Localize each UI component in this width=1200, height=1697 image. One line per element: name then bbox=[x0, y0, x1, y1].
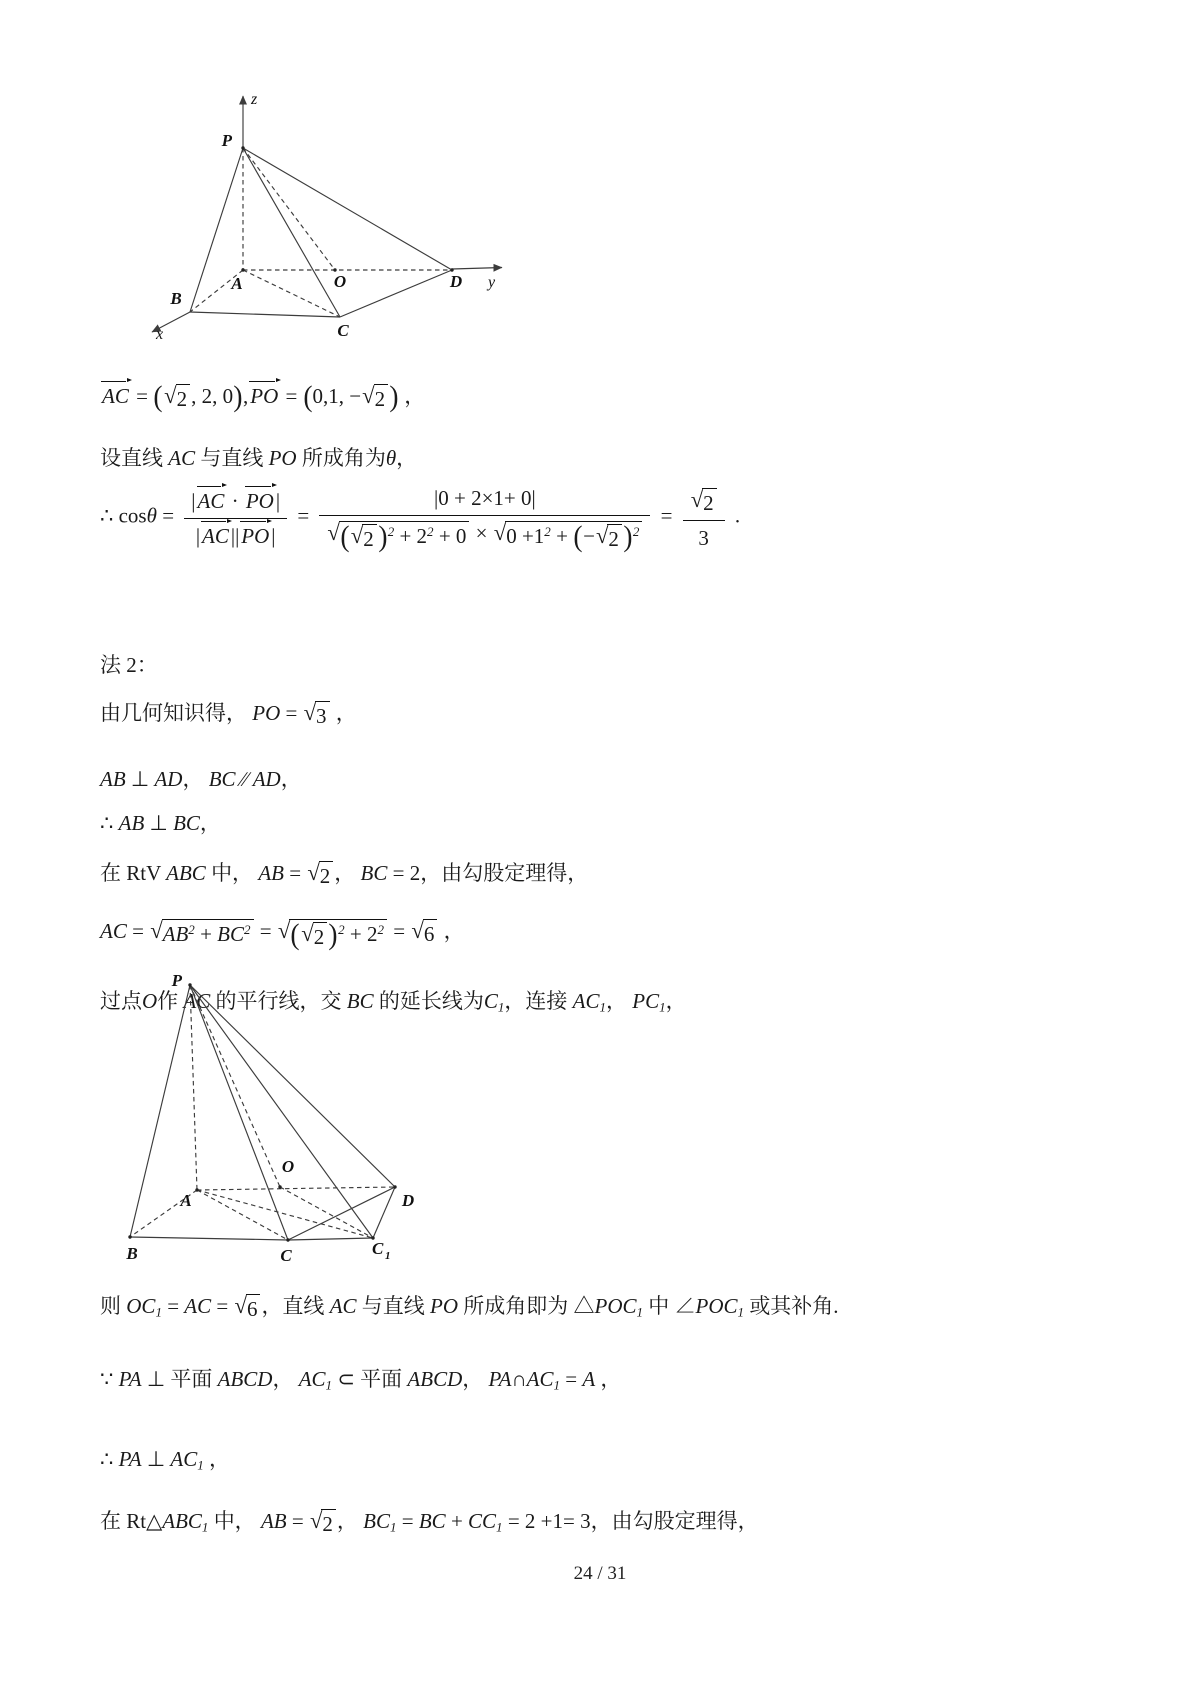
text-pa-perp-plane-abcd: ∵ PA ⊥ 平面 ABCD， $AC_1$ ⊂ 平面 ABCD， $PA\cap AC_1 = A$ ， bbox=[100, 1367, 622, 1393]
edge-BC bbox=[190, 312, 340, 317]
page-number: 24 / 31 bbox=[573, 1563, 627, 1584]
fig1-label-O: O bbox=[333, 272, 347, 291]
fig2-label-C1-subscript: 1 bbox=[385, 1250, 391, 1262]
edge-PC bbox=[243, 148, 340, 317]
text-oc1-equals-ac-angle: 则 $OC_1$ = AC = √ 6 ，直线 AC 与直线 PO 所成角即为 $\triangle POC_1$ 中 $\angle POC_1$ 或其补角. bbox=[100, 1293, 839, 1321]
segment-OC1-hidden bbox=[280, 1187, 373, 1238]
text-conclusion-pa-perp-ac1: ∴ PA ⊥ $AC_1$ ， bbox=[100, 1447, 230, 1473]
text-right-triangle-abc1: 在 $Rt\triangle ABC_1$ 中， AB = √ 2 ， $BC_1$ = BC + $CC_1 = 2 +1= 3$，由勾股定理得， bbox=[100, 1508, 759, 1536]
fig1-solid-edges bbox=[152, 96, 502, 332]
fig1-dashed-edges bbox=[190, 148, 452, 317]
fig1-label-z-axis: z bbox=[251, 91, 258, 108]
fig1-label-x-axis: x bbox=[156, 326, 164, 343]
text-setup-angle-theta: 设直线 AC 与直线 PO 所成角为θ， bbox=[100, 446, 418, 470]
text-po-equals-sqrt3: 由几何知识得， PO = √ 3 ， bbox=[100, 700, 357, 728]
edge-PA-hidden bbox=[190, 985, 197, 1190]
segment-DC1 bbox=[373, 1187, 395, 1238]
heading-method-2: 法 2： bbox=[100, 653, 158, 677]
formula-ac-equals-sqrt6: AC = √ $AB^2 + BC^2$ = √ ( √ 2 )$^2 + 2^2$ = √ 6 ， bbox=[100, 917, 465, 951]
text-right-triangle-abc: 在 RtV ABC 中， AB = √ 2 ， BC = 2，由勾股定理得， bbox=[100, 860, 589, 888]
fig2-label-A: A bbox=[180, 1191, 192, 1210]
fig1-label-D: D bbox=[449, 272, 463, 291]
edge-PD bbox=[243, 148, 452, 270]
formula-cos-theta: ∴ cosθ = $\frac{|AC \cdot PO|}{|AC||PO|}$ = |0 + 2×1+ 0| √ ( √ 2 )$^2 + 2^2 + 0$ × √ $0 +1^2$ + (− √ 2 )$^2$ = √ 2 3 . bbox=[100, 483, 740, 553]
edge-AD-hidden bbox=[197, 1187, 395, 1190]
fig2-solid-edges bbox=[130, 985, 395, 1240]
diagonal-AC-hidden bbox=[243, 270, 340, 317]
text-ab-perp-ad-bc-parallel-ad: AB ⊥ AD， BC ∕∕ AD， bbox=[100, 767, 302, 791]
edge-CD bbox=[340, 270, 452, 317]
fig2-label-C: C bbox=[280, 1246, 292, 1265]
fig2-vertex-dots bbox=[128, 983, 396, 1241]
text-construct-parallel-line: 过点O作 AC 的平行线，交 BC 的延长线为$C_1$，连接 $AC_1$， $PC_1$， bbox=[100, 989, 687, 1015]
segment-PO-hidden bbox=[243, 148, 335, 270]
fig1-label-C: C bbox=[337, 321, 349, 340]
fig1-label-A: A bbox=[231, 274, 243, 293]
extension-CC1 bbox=[288, 1238, 373, 1240]
text-conclusion-ab-perp-bc: ∴ AB ⊥ BC， bbox=[100, 811, 221, 835]
fig2-dashed-edges bbox=[130, 985, 395, 1240]
fig2-label-D: D bbox=[401, 1191, 415, 1210]
figure-pyramid-with-c1 bbox=[110, 968, 470, 1268]
edge-BC bbox=[130, 1237, 288, 1240]
segment-PO-hidden bbox=[190, 985, 280, 1187]
fig1-label-y-axis: y bbox=[488, 274, 496, 291]
y-axis bbox=[452, 268, 502, 270]
fig2-label-C1: C bbox=[372, 1239, 384, 1258]
fig2-label-O: O bbox=[281, 1157, 295, 1176]
fig1-label-P: P bbox=[221, 131, 232, 150]
segment-PC1 bbox=[190, 985, 373, 1238]
fig2-label-B: B bbox=[126, 1244, 138, 1263]
fig1-label-B: B bbox=[170, 289, 182, 308]
fig2-label-P: P bbox=[171, 971, 182, 990]
formula-vectors-ac-po: AC = ( √ 2 , 2, 0),PO = (0,1, − √ 2 ) ， bbox=[102, 379, 426, 413]
figure-pyramid-with-axes bbox=[140, 80, 560, 360]
diagonal-AC-hidden bbox=[197, 1190, 288, 1240]
